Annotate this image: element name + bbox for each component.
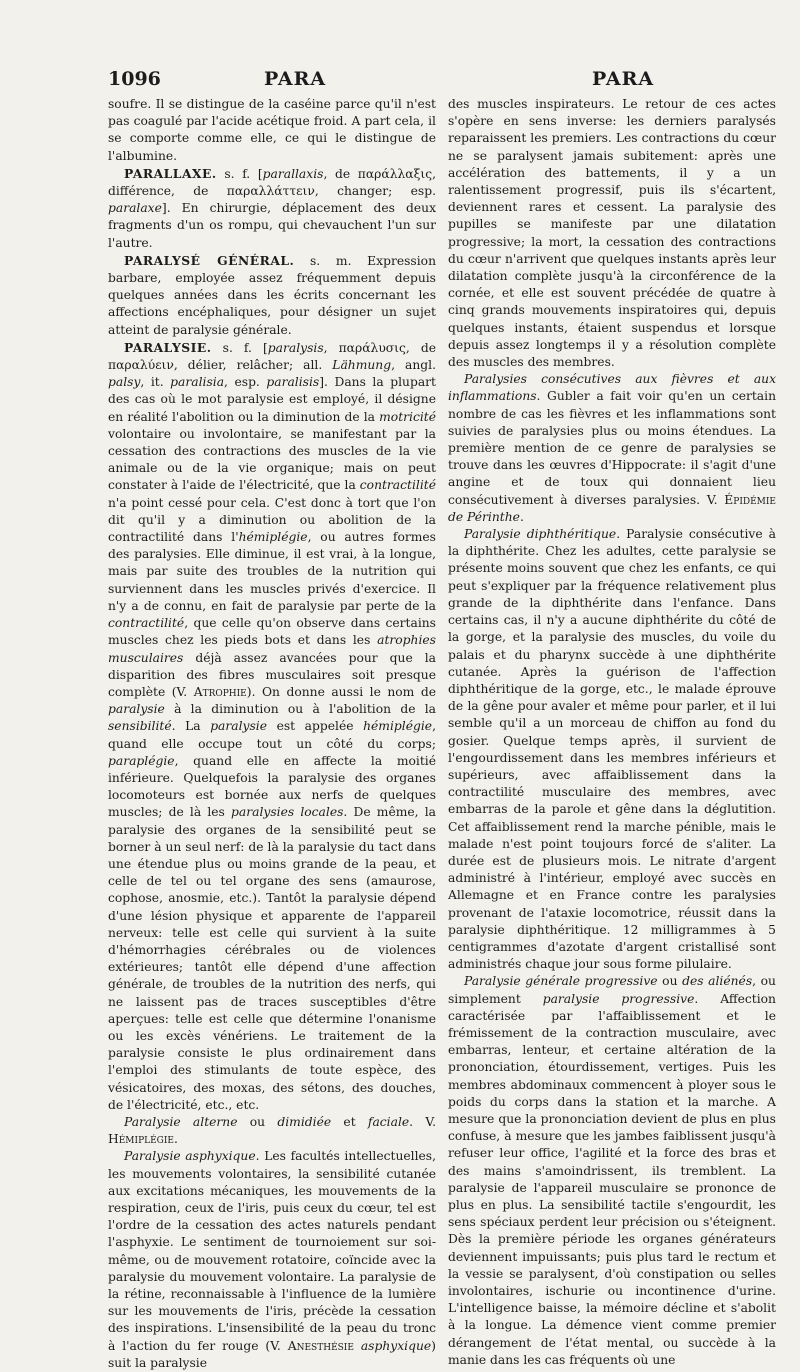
entry-paragraph (448, 371, 776, 526)
text-run: paralysies locales (231, 805, 344, 820)
text-run: Paralysie générale progressive (464, 974, 658, 989)
text-run: paralysie (210, 719, 268, 734)
entry-paragraph (108, 96, 436, 165)
running-head-left: PARA (264, 68, 327, 90)
text-run: . (173, 1132, 178, 1147)
text-run: ou (657, 974, 683, 989)
text-run: contractilité (359, 478, 436, 493)
text-run: paralaxe (108, 201, 162, 216)
text-run: . Affection caractérisée par l'affaiblissement et le frémissement de la contraction musculaire, avec embarras, lenteur, et certaine altération de la prononciation, étourdissement, vertiges. Puis les membres abdominaux commencent à ployer sous le poids du corps dans la station et la marche. A mesure que la prononciation devient de plus en plus confuse, à mesure que les jambes faiblissent jusqu'à refuser leur office, l'agilité et la force des bras et des mains s'amoindrissent, ils tremblent. La paralysie de l'appareil musculaire se prononce de plus en plus. La sensibilité tactile s'engourdit, les sens spéciaux perdent leur précision ou s'éteignent. Dès la première période les organes générateurs deviennent impuissants; puis plus tard le rectum et la vessie se paralysent, d'où constipation ou selles involontaires, ischurie ou incontinence d'urine. L'intelligence baisse, la mémoire décline et s'abolit à la longue. La démence vient comme premier dérangement de l'état mental, ou succède à la manie dans les cas fréquents où une (448, 991, 776, 1367)
headword: PARALYSÉ GÉNÉRAL. (124, 252, 295, 268)
text-run: . Gubler a fait voir qu'en un certain nombre de cas les fièvres et les inflammations sont suivies de paralysies plus ou moins étendues. La première mention de ce genre de paralysies se trouve dans les œuvres d'Hippocrate: il s'agit d'une angine et de toux qui donnaient lieu consécutivement à diverses paralysies. V. (448, 389, 776, 507)
text-run: ). On donne aussi le nom de (246, 684, 436, 699)
text-run: , παράλυσις, de παραλύειν, délier, relâcher; all. (108, 340, 437, 373)
text-run: s. f. [ (211, 340, 268, 355)
headword: PARALLAXE. (124, 165, 217, 181)
headword: PARALYSIE. (124, 339, 212, 355)
text-run: s. f. [ (216, 166, 263, 181)
text-run: , angl. (391, 358, 436, 373)
text-run: ]. Dans la plupart des cas où le mot paralysie est employé, il désigne en réalité l'abolition ou la diminution de la (108, 375, 436, 424)
text-run: volontaire ou involontaire, se manifestant par la cessation des contractions des muscles de la vie animale ou de la vie organique; mais on peut constater à l'aide de l'électricité, que la (108, 426, 436, 493)
text-run: n'a point cessé pour cela. C'est donc à tort que l'on dit qu'il y a diminution ou abolition de la contractilité dans l' (108, 495, 436, 545)
text-run: , ou simplement (448, 974, 776, 1006)
text-run: des aliénés (682, 974, 753, 989)
text-run: , esp. (224, 375, 267, 390)
text-run: paralysie progressive (542, 991, 695, 1006)
text-run: , ou autres formes des paralysies. Elle diminue, il est vrai, à la longue, mais par suite des troubles de la nutrition qui surviennent dans les muscles privés d'exercice. Il n'y a de connu, en fait de paralysie par perte de la (108, 530, 436, 613)
text-run: déjà assez avancées pour que la disparition des fibres musculaires soit presque complète (V. (108, 650, 436, 699)
text-run: Hémiplégie (108, 1132, 174, 1147)
text-run: paralisis (266, 375, 320, 390)
entry-paragraph (448, 526, 776, 973)
text-run: ]. En chirurgie, déplacement des deux fragments d'un os rompu, qui chevauchent l'un sur l'autre. (108, 201, 436, 250)
text-run: palsy (108, 375, 141, 390)
text-run: paraplégie (108, 753, 175, 768)
text-run: s. m. Expression barbare, employée assez fréquemment depuis quelques années dans les écrits concernant les affections encéphaliques, pour désigner un sujet atteint de paralysie générale. (108, 253, 436, 337)
right-column (448, 96, 776, 1367)
text-run: ou (237, 1114, 278, 1129)
entry-paragraph (108, 165, 436, 252)
text-run: de Périnthe (448, 509, 520, 524)
text-run: sensibilité (108, 719, 172, 734)
entry-paragraph (108, 252, 436, 339)
text-run: . Paralysie consécutive à la diphthérite. Chez les adultes, cette paralysie se présente moins souvent que chez les enfants, ce qui peut s'expliquer par la fréquence relativement plus grande de la diphthérite dans l'enfance. Dans certains cas, il n'y a aucune diphthérite du côté de la gorge, et la paralysie des muscles, du voile du palais et du pharynx succède à une diphthérite cutanée. Après la guérison de l'affection diphthéritique de la gorge, etc., le malade éprouve de la gêne pour avaler et même pour parler, et il lui semble qu'il a un morceau de chiffon au fond du gosier. Quelque temps après, il survient de l'engourdissement dans les membres inférieurs et supérieurs, avec affaiblissement dans la contractilité musculaire des membres, avec embarras de la parole et gêne dans la déglutition. Cet affaiblissement rend la marche pénible, mais le malade n'est point toujours forcé de s'aliter. La durée est de plusieurs mois. Le nitrate d'argent administré à l'intérieur, employé avec succès en Allemagne et en France contre les paralysies provenant de l'ataxie locomotrice, réussit dans la paralysie diphthéritique. 12 milligrammes à 5 centigrammes d'azotate d'argent cristallisé sont administrés chaque jour sous forme pilulaire. (448, 527, 776, 972)
entry-paragraph (108, 1114, 436, 1148)
text-run: Paralysie diphthéritique (464, 527, 617, 542)
text-run (354, 1339, 361, 1353)
text-run: , it. (140, 375, 171, 390)
text-run: dimidiée (277, 1114, 332, 1129)
text-run: Paralysies consécutives aux fièvres et aux inflammations (448, 372, 776, 404)
text-run: Atrophie (193, 684, 247, 699)
text-run: et (331, 1114, 368, 1129)
text-run: des muscles inspirateurs. Le retour de ces actes s'opère en sens inverse: les derniers paralysés reparaissent les premiers. Les contractions du cœur ne se paralysent jamais subitement: après une accélération des battements, il y a un ralentissement progressif, puis ils s'écartent, deviennent rares et cessent. La paralysie des pupilles se manifeste par une dilatation progressive; la mort, la cessation des contractions du cœur n'arrivent que quelques instants après leur dilatation complète jusqu'à la circonférence de la cornée, et elle est souvent précédée de quatre à cinq grands mouvements inspiratoires qui, depuis quelques instants, étaient suspendus et lorsque depuis assez longtemps il y a résolution complète des muscles des membres. (448, 97, 776, 370)
page-number: 1096 (108, 68, 161, 90)
text-run: paralysie (108, 702, 165, 717)
text-run: motricité (379, 409, 436, 424)
text-run: Lähmung (332, 358, 392, 373)
text-run: parallaxis (262, 166, 324, 181)
text-run: Anesthésie (287, 1338, 354, 1353)
text-run: est appelée (267, 719, 364, 734)
text-run: . De même, la paralysie des organes de la sensibilité peut se borner à un seul nerf: de là la paralysie du tact dans une étendue plus ou moins grande de la peau, et celle de tel ou tel organe des sens (amaurose, cophose, anosmie, etc.). Tantôt la paralysie dépend d'une lésion physique et apparente de l'appareil nerveux: telle est celle qui survient à la suite d'hémorrhagies cérébrales ou de violences extérieures; tantôt elle dépend d'une affection générale, de troubles de la nutrition des nerfs, qui ne laissent pas de traces susceptibles d'être aperçues: telle est celle que détermine l'onanisme ou les excès vénériens. Le traitement de la paralysie consiste le plus ordinairement dans l'emploi des stimulants de toute espèce, des vésicatoires, des moxas, des sétons, des douches, de l'électricité, etc., etc. (108, 805, 437, 1112)
text-run: asphyxique (360, 1338, 432, 1353)
text-run: hémiplégie (238, 530, 308, 545)
text-run: atrophies musculaires (108, 633, 436, 665)
text-run: soufre. Il se distingue de la caséine parce qu'il n'est pas coagulé par l'acide acétique froid. A part cela, il se comporte comme elle, ce qui le distingue de l'albumine. (108, 97, 436, 163)
entry-paragraph (108, 1148, 436, 1372)
text-run: , quand elle occupe tout un côté du corps; (108, 719, 436, 751)
left-column (108, 96, 437, 1370)
entry-paragraph (448, 96, 776, 371)
text-run: hémiplégie (363, 719, 433, 734)
text-run: contractilité (108, 616, 185, 631)
text-run: , que celle qu'on observe dans certains muscles chez les pieds bots et dans les (108, 616, 436, 648)
page-header (108, 68, 770, 92)
text-run: , quand elle en affecte la moitié inférieure. Quelquefois la paralysie des organes locomoteurs est bornée aux nerfs de quelques muscles; de là les (108, 753, 436, 820)
text-run: . (519, 509, 524, 524)
text-run: à la diminution ou à l'abolition de la (164, 702, 436, 717)
text-run: , de παράλλαξις, différence, de παραλλάττειν, changer; esp. (108, 166, 436, 199)
text-run: . V. (409, 1114, 436, 1129)
text-run: Paralysie asphyxique (124, 1149, 256, 1164)
entry-paragraph (108, 339, 436, 1114)
entry-paragraph (448, 973, 776, 1369)
text-run: . La (171, 719, 211, 734)
text-run: faciale (367, 1114, 410, 1129)
text-run: paralysis (267, 340, 324, 355)
text-run: . Les facultés intellectuelles, les mouvements volontaires, la sensibilité cutanée aux excitations mécaniques, les mouvements de la respiration, ceux de l'iris, puis ceux du cœur, tel est l'ordre de la cessation des actes naturels pendant l'asphyxie. Le sentiment de tournoiement sur soi-même, ou de mouvement rotatoire, coïncide avec la paralysie du mouvement volontaire. La paralysie de la rétine, reconnaissable à l'influence de la lumière sur les mouvements de l'iris, précède la cessation des inspirations. L'insensibilité de la peau du tronc à l'action du fer rouge (V. (108, 1149, 436, 1353)
running-head-right: PARA (592, 68, 655, 90)
text-run: paralisia (170, 375, 225, 390)
text-run: Paralysie alterne (124, 1114, 238, 1129)
text-run: Épidémie (724, 492, 776, 507)
text-run: ) suit la paralysie (108, 1338, 436, 1370)
